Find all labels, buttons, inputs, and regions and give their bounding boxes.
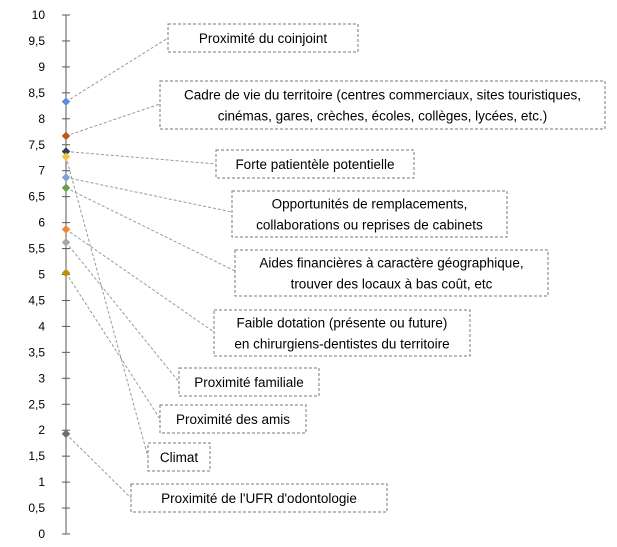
y-tick-label: 0 (38, 527, 45, 541)
data-point (62, 98, 70, 106)
data-point (62, 184, 70, 192)
point-label: en chirurgiens-dentistes du territoire (234, 336, 450, 352)
point-label: cinémas, gares, crèches, écoles, collèges, lycées, etc.) (217, 108, 548, 124)
data-point (62, 430, 70, 438)
point-label: Proximité du coinjoint (198, 31, 328, 46)
connector-line (66, 229, 214, 332)
connector-line (66, 242, 179, 382)
y-tick-label: 2,5 (28, 397, 45, 412)
data-point (62, 269, 70, 277)
connector-line (66, 38, 168, 102)
y-tick-label: 3,5 (28, 345, 45, 360)
connector-line (66, 157, 148, 457)
data-point (62, 238, 70, 246)
y-tick-label: 5,5 (28, 241, 45, 256)
connector-line (66, 273, 160, 419)
y-tick-label: 1 (38, 475, 45, 490)
y-tick-label: 8 (38, 111, 45, 126)
point-label: Faible dotation (présente ou future) (236, 315, 448, 331)
y-tick-label: 9,5 (28, 33, 45, 48)
y-tick-label: 5 (38, 267, 45, 282)
point-label: Proximité familiale (194, 375, 304, 390)
connector-line (66, 177, 232, 212)
connector-line (66, 104, 160, 136)
point-label: trouver des locaux à bas coût, etc (290, 276, 493, 292)
connector-line (66, 434, 131, 498)
y-tick-label: 7,5 (28, 137, 45, 152)
y-tick-label: 6 (38, 215, 45, 230)
y-tick-label: 4,5 (28, 293, 45, 308)
connector-line (66, 188, 235, 271)
point-label: collaborations ou reprises de cabinets (256, 217, 483, 233)
data-point (62, 132, 70, 140)
y-tick-label: 3 (38, 371, 45, 386)
label-boxes (131, 24, 605, 512)
y-tick-label: 6,5 (28, 189, 45, 204)
y-tick-label: 8,5 (28, 85, 45, 100)
point-label: Climat (159, 450, 199, 465)
point-label: Proximité des amis (175, 412, 291, 427)
y-tick-label: 2 (38, 423, 45, 438)
data-point (62, 173, 70, 181)
data-point (62, 153, 70, 161)
connector-line (66, 151, 216, 164)
y-tick-label: 7 (38, 163, 45, 178)
y-tick-label: 1,5 (28, 449, 45, 464)
y-tick-label: 0,5 (28, 501, 45, 516)
point-label: Proximité de l'UFR d'odontologie (161, 491, 357, 506)
point-label: Forte patientèle potentielle (235, 157, 395, 172)
data-point (62, 225, 70, 233)
y-tick-label: 10 (31, 8, 45, 22)
y-tick-label: 9 (38, 59, 45, 74)
point-label: Opportunités de remplacements, (271, 196, 468, 212)
point-label: Cadre de vie du territoire (centres commerciaux, sites touristiques, (184, 87, 581, 103)
y-tick-label: 4 (38, 319, 45, 334)
point-label: Aides financières à caractère géographique, (259, 255, 524, 271)
